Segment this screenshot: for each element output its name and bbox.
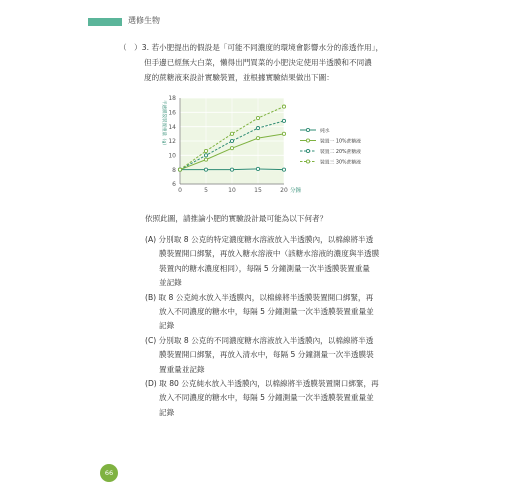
legend-label: 裝置三 30%蔗糖液 — [320, 160, 361, 166]
y-tick-label: 12 — [168, 138, 176, 146]
option-d[interactable] — [145, 377, 405, 420]
question-prompt: 依照此圖，請推論小肥的實驗設計最可能為以下何者？ — [145, 214, 328, 223]
option-line: 記錄 — [159, 407, 175, 417]
data-point — [282, 105, 285, 108]
legend-marker — [306, 139, 309, 142]
data-point — [256, 137, 259, 140]
data-point — [204, 154, 207, 157]
data-point — [230, 168, 233, 171]
x-tick-label: 5 — [204, 187, 208, 194]
option-a[interactable] — [145, 233, 405, 291]
data-point — [204, 158, 207, 161]
data-point — [256, 167, 259, 170]
data-point — [256, 116, 259, 119]
header-accent-bar — [88, 18, 122, 26]
option-line: 置重量並記錄 — [159, 364, 205, 374]
page-number: 66 — [100, 464, 118, 482]
legend-label: 純水 — [320, 128, 330, 134]
y-tick-label: 10 — [168, 152, 176, 160]
y-axis-label: 半透膜袋裝置重量（g） — [161, 100, 166, 148]
data-point — [282, 119, 285, 122]
legend-marker — [306, 160, 309, 163]
y-tick-label: 6 — [172, 181, 176, 189]
x-axis-label: 分鐘 — [290, 188, 302, 194]
option-line: 膜裝置開口綁緊，再放入糖水溶液中（該糖水溶液的濃度與半透膜 — [159, 249, 380, 259]
answer-options — [145, 233, 405, 420]
y-tick-label: 16 — [168, 109, 176, 117]
option-line: 記錄 — [159, 321, 175, 331]
x-tick-label: 10 — [228, 187, 236, 194]
option-line: (D) 取 80 公克純水放入半透膜內，以棉線將半透膜裝置開口綁緊，再 — [145, 379, 379, 389]
x-tick-label: 0 — [178, 187, 182, 194]
option-line: (C) 分別取 8 公克的不同濃度糖水溶液放入半透膜內，以棉線將半透 — [145, 335, 374, 345]
data-point — [282, 168, 285, 171]
option-line: 並記錄 — [159, 278, 182, 288]
x-tick-label: 20 — [280, 187, 288, 194]
option-c[interactable] — [145, 334, 405, 377]
y-tick-label: 14 — [168, 123, 176, 131]
data-point — [204, 149, 207, 152]
header-title: 選修生物 — [128, 16, 160, 25]
option-b[interactable] — [145, 291, 405, 334]
data-point — [204, 168, 207, 171]
legend-marker — [306, 149, 309, 152]
data-point — [256, 127, 259, 130]
data-point — [230, 147, 233, 150]
y-tick-label: 18 — [168, 95, 176, 103]
y-tick-label: 8 — [172, 166, 176, 174]
data-point — [230, 139, 233, 142]
option-line: 放入不同濃度的糖水中，每隔 5 分鐘測量一次半透膜裝置重量並 — [159, 393, 374, 403]
question-block — [119, 40, 399, 85]
legend-label: 裝置二 20%蔗糖液 — [320, 149, 361, 155]
option-line: 裝置內的糖水濃度相同），每隔 5 分鐘測量一次半透膜裝置重量 — [159, 263, 370, 273]
legend-marker — [306, 128, 309, 131]
option-line: (A) 分別取 8 公克的特定濃度糖水溶液放入半透膜內，以棉線將半透 — [145, 235, 374, 244]
question-line: 但手邊已經無大白菜，懶得出門買菜的小肥決定使用半透膜和不同濃 — [144, 58, 372, 67]
question-line: 度的蔗糖液來設計實驗裝置，並根據實驗結果做出下圖： — [144, 73, 334, 82]
x-tick-label: 15 — [254, 187, 262, 194]
question-line: （ ）3. 若小肥提出的假設是「可能不同濃度的環境會影響水分的滲透作用」， — [119, 43, 384, 52]
option-line: 放入不同濃度的糖水中，每隔 5 分鐘測量一次半透膜裝置重量並 — [159, 307, 374, 317]
weight-line-chart — [150, 92, 380, 202]
option-line: 膜裝置開口綁緊，再放入清水中，每隔 5 分鐘測量一次半透膜裝 — [159, 350, 374, 360]
legend-label: 裝置一 10%蔗糖液 — [320, 139, 361, 145]
option-line: (B) 取 8 公克純水放入半透膜內，以棉線將半透膜裝置開口綁緊，再 — [145, 292, 374, 302]
data-point — [282, 132, 285, 135]
data-point — [178, 168, 181, 171]
data-point — [230, 132, 233, 135]
